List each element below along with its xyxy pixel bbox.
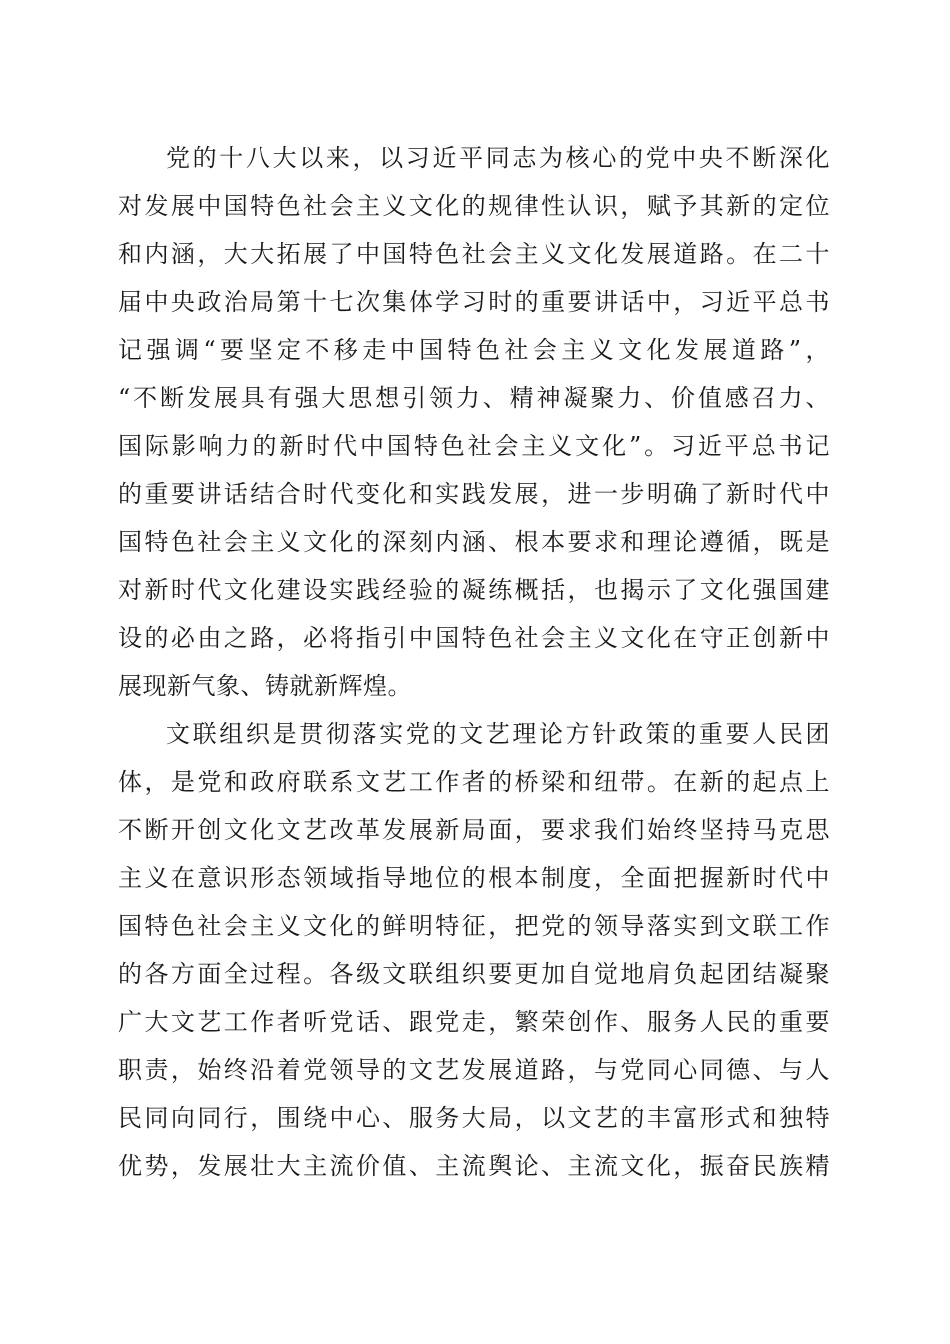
paragraph-line: 职责，始终沿着党领导的文艺发展道路，与党同心同德、与人 [118,1056,830,1084]
paragraph-1 [118,134,830,710]
paragraph-line: 对发展中国特色社会主义文化的规律性认识，赋予其新的定位 [118,192,830,220]
paragraph-line: “不断发展具有强大思想引领力、精神凝聚力、价值感召力、 [118,384,830,412]
paragraph-line: 优势，发展壮大主流价值、主流舆论、主流文化，振奋民族精 [118,1152,830,1180]
paragraph-line: 的各方面全过程。各级文联组织要更加自觉地肩负起团结凝聚 [118,960,830,988]
paragraph-line: 党的十八大以来，以习近平同志为核心的党中央不断深化 [166,144,830,172]
paragraph-line: 不断开创文化文艺改革发展新局面，要求我们始终坚持马克思 [118,816,830,844]
paragraph-line: 体，是党和政府联系文艺工作者的桥梁和纽带。在新的起点上 [118,768,830,796]
paragraph-line: 文联组织是贯彻落实党的文艺理论方针政策的重要人民团 [166,720,830,748]
paragraph-line: 主义在意识形态领域指导地位的根本制度，全面把握新时代中 [118,864,830,892]
paragraph-line: 对新时代文化建设实践经验的凝练概括，也揭示了文化强国建 [118,576,830,604]
paragraph-line: 设的必由之路，必将指引中国特色社会主义文化在守正创新中 [118,624,830,652]
paragraph-2 [118,710,830,1190]
paragraph-line: 国特色社会主义文化的深刻内涵、根本要求和理论遵循，既是 [118,528,830,556]
paragraph-line: 国特色社会主义文化的鲜明特征，把党的领导落实到文联工作 [118,912,830,940]
body-text [118,134,830,1190]
paragraph-line: 和内涵，大大拓展了中国特色社会主义文化发展道路。在二十 [118,240,830,268]
paragraph-line: 记强调“要坚定不移走中国特色社会主义文化发展道路”， [118,336,830,364]
paragraph-line: 的重要讲话结合时代变化和实践发展，进一步明确了新时代中 [118,480,830,508]
paragraph-line: 国际影响力的新时代中国特色社会主义文化”。习近平总书记 [118,432,830,460]
paragraph-line: 广大文艺工作者听党话、跟党走，繁荣创作、服务人民的重要 [118,1008,830,1036]
paragraph-line: 展现新气象、铸就新辉煌。 [118,672,412,700]
paragraph-line: 届中央政治局第十七次集体学习时的重要讲话中，习近平总书 [118,288,830,316]
paragraph-line: 民同向同行，围绕中心、服务大局，以文艺的丰富形式和独特 [118,1104,830,1132]
